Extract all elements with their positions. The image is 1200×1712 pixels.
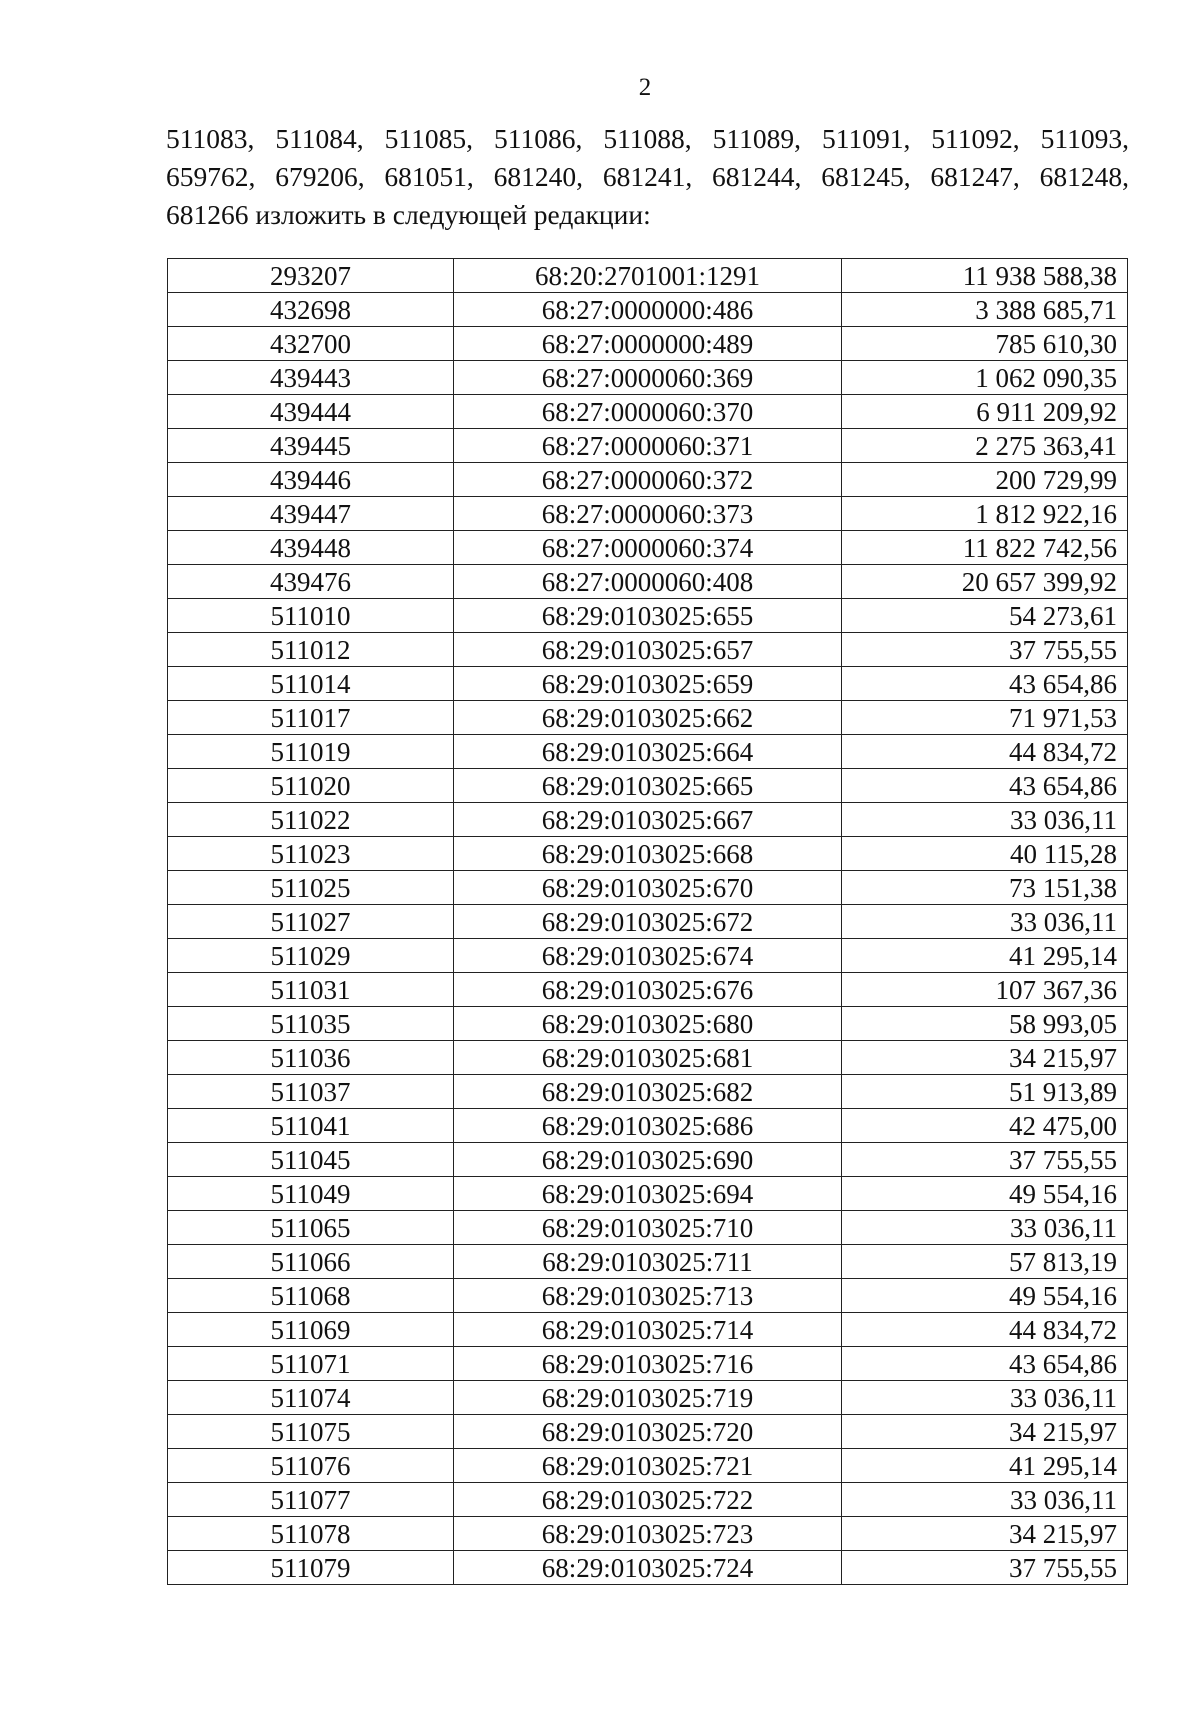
cadastral-value-cell: 11 938 588,38 (842, 259, 1128, 293)
object-number-cell: 511068 (168, 1279, 454, 1313)
table-row (168, 1041, 1128, 1075)
object-number-cell: 511049 (168, 1177, 454, 1211)
cadastral-value-cell: 57 813,19 (842, 1245, 1128, 1279)
intro-line: 659762, 679206, 681051, 681240, 681241, 681244, 681245, 681247, 681248, (166, 161, 1129, 192)
table-row (168, 1483, 1128, 1517)
table-row (168, 259, 1128, 293)
cadastral-value-cell: 43 654,86 (842, 667, 1128, 701)
cadastral-value-cell: 41 295,14 (842, 939, 1128, 973)
table-row (168, 1449, 1128, 1483)
cadastral-value-cell: 54 273,61 (842, 599, 1128, 633)
table-row (168, 565, 1128, 599)
cadastral-number-cell: 68:27:0000060:374 (454, 531, 842, 565)
object-number-cell: 511022 (168, 803, 454, 837)
cadastral-value-cell: 43 654,86 (842, 1347, 1128, 1381)
table-row (168, 395, 1128, 429)
table-row (168, 1381, 1128, 1415)
cadastral-value-cell: 785 610,30 (842, 327, 1128, 361)
object-number-cell: 511023 (168, 837, 454, 871)
object-number-cell: 511065 (168, 1211, 454, 1245)
cadastral-number-cell: 68:29:0103025:690 (454, 1143, 842, 1177)
cadastral-value-cell: 49 554,16 (842, 1177, 1128, 1211)
table-row (168, 1177, 1128, 1211)
table-row (168, 1007, 1128, 1041)
cadastral-number-cell: 68:29:0103025:665 (454, 769, 842, 803)
table-row (168, 633, 1128, 667)
object-number-cell: 511020 (168, 769, 454, 803)
table-row (168, 293, 1128, 327)
cadastral-number-cell: 68:29:0103025:682 (454, 1075, 842, 1109)
object-number-cell: 511075 (168, 1415, 454, 1449)
cadastral-number-cell: 68:29:0103025:657 (454, 633, 842, 667)
table-row (168, 1517, 1128, 1551)
cadastral-value-cell: 6 911 209,92 (842, 395, 1128, 429)
table-row (168, 1279, 1128, 1313)
object-number-cell: 511017 (168, 701, 454, 735)
object-number-cell: 511036 (168, 1041, 454, 1075)
object-number-cell: 439444 (168, 395, 454, 429)
cadastral-value-cell: 42 475,00 (842, 1109, 1128, 1143)
object-number-cell: 511019 (168, 735, 454, 769)
object-number-cell: 432700 (168, 327, 454, 361)
cadastral-number-cell: 68:27:0000060:370 (454, 395, 842, 429)
table-row (168, 803, 1128, 837)
cadastral-value-cell: 58 993,05 (842, 1007, 1128, 1041)
cadastral-value-cell: 44 834,72 (842, 735, 1128, 769)
table-row (168, 939, 1128, 973)
table-row (168, 769, 1128, 803)
cadastral-value-cell: 34 215,97 (842, 1517, 1128, 1551)
table-row (168, 429, 1128, 463)
table-row (168, 701, 1128, 735)
table-row (168, 1347, 1128, 1381)
object-number-cell: 511010 (168, 599, 454, 633)
cadastral-number-cell: 68:27:0000060:408 (454, 565, 842, 599)
table-row (168, 599, 1128, 633)
cadastral-value-cell: 3 388 685,71 (842, 293, 1128, 327)
cadastral-number-cell: 68:29:0103025:662 (454, 701, 842, 735)
object-number-cell: 511037 (168, 1075, 454, 1109)
object-number-cell: 511076 (168, 1449, 454, 1483)
cadastral-number-cell: 68:29:0103025:659 (454, 667, 842, 701)
cadastral-number-cell: 68:29:0103025:668 (454, 837, 842, 871)
cadastral-value-cell: 51 913,89 (842, 1075, 1128, 1109)
cadastral-number-cell: 68:29:0103025:694 (454, 1177, 842, 1211)
table-row (168, 973, 1128, 1007)
cadastral-number-cell: 68:29:0103025:724 (454, 1551, 842, 1585)
table-row (168, 735, 1128, 769)
table-row (168, 1245, 1128, 1279)
cadastral-value-cell: 107 367,36 (842, 973, 1128, 1007)
object-number-cell: 511066 (168, 1245, 454, 1279)
cadastral-value-cell: 34 215,97 (842, 1415, 1128, 1449)
object-number-cell: 511035 (168, 1007, 454, 1041)
cadastral-value-cell: 20 657 399,92 (842, 565, 1128, 599)
object-number-cell: 439445 (168, 429, 454, 463)
object-number-cell: 511069 (168, 1313, 454, 1347)
cadastral-number-cell: 68:27:0000060:373 (454, 497, 842, 531)
page-number: 2 (638, 74, 652, 101)
object-number-cell: 432698 (168, 293, 454, 327)
object-number-cell: 439443 (168, 361, 454, 395)
cadastral-number-cell: 68:29:0103025:674 (454, 939, 842, 973)
cadastral-value-cell: 49 554,16 (842, 1279, 1128, 1313)
object-number-cell: 511031 (168, 973, 454, 1007)
object-number-cell: 439447 (168, 497, 454, 531)
object-number-cell: 439446 (168, 463, 454, 497)
object-number-cell: 511014 (168, 667, 454, 701)
cadastral-number-cell: 68:29:0103025:722 (454, 1483, 842, 1517)
table-row (168, 837, 1128, 871)
object-number-cell: 511078 (168, 1517, 454, 1551)
cadastral-value-cell: 1 062 090,35 (842, 361, 1128, 395)
intro-line: 511083, 511084, 511085, 511086, 511088, 511089, 511091, 511092, 511093, (166, 123, 1129, 154)
table-row (168, 1075, 1128, 1109)
table-row (168, 327, 1128, 361)
table-row (168, 463, 1128, 497)
cadastral-value-cell: 43 654,86 (842, 769, 1128, 803)
object-number-cell: 439476 (168, 565, 454, 599)
cadastral-number-cell: 68:27:0000060:371 (454, 429, 842, 463)
cadastral-value-cell: 37 755,55 (842, 633, 1128, 667)
cadastral-number-cell: 68:29:0103025:676 (454, 973, 842, 1007)
table-row (168, 1313, 1128, 1347)
object-number-cell: 293207 (168, 259, 454, 293)
table-row (168, 1551, 1128, 1585)
table-row (168, 531, 1128, 565)
cadastral-number-cell: 68:27:0000060:372 (454, 463, 842, 497)
cadastral-value-cell: 11 822 742,56 (842, 531, 1128, 565)
cadastral-number-cell: 68:29:0103025:672 (454, 905, 842, 939)
cadastral-value-cell: 200 729,99 (842, 463, 1128, 497)
object-number-cell: 439448 (168, 531, 454, 565)
cadastral-number-cell: 68:29:0103025:720 (454, 1415, 842, 1449)
object-number-cell: 511012 (168, 633, 454, 667)
cadastral-number-cell: 68:29:0103025:716 (454, 1347, 842, 1381)
cadastral-number-cell: 68:20:2701001:1291 (454, 259, 842, 293)
cadastral-value-cell: 33 036,11 (842, 1211, 1128, 1245)
cadastral-value-cell: 1 812 922,16 (842, 497, 1128, 531)
cadastral-number-cell: 68:29:0103025:680 (454, 1007, 842, 1041)
cadastral-number-cell: 68:29:0103025:714 (454, 1313, 842, 1347)
table-row (168, 1109, 1128, 1143)
cadastral-value-cell: 37 755,55 (842, 1551, 1128, 1585)
object-number-cell: 511027 (168, 905, 454, 939)
object-number-cell: 511071 (168, 1347, 454, 1381)
table-row (168, 667, 1128, 701)
cadastral-value-cell: 71 971,53 (842, 701, 1128, 735)
cadastral-value-cell: 2 275 363,41 (842, 429, 1128, 463)
cadastral-number-cell: 68:27:0000060:369 (454, 361, 842, 395)
object-number-cell: 511029 (168, 939, 454, 973)
cadastral-value-cell: 37 755,55 (842, 1143, 1128, 1177)
cadastral-number-cell: 68:29:0103025:711 (454, 1245, 842, 1279)
cadastral-number-cell: 68:29:0103025:667 (454, 803, 842, 837)
cadastral-number-cell: 68:29:0103025:664 (454, 735, 842, 769)
cadastral-number-cell: 68:29:0103025:721 (454, 1449, 842, 1483)
cadastral-value-cell: 33 036,11 (842, 905, 1128, 939)
object-number-cell: 511045 (168, 1143, 454, 1177)
cadastral-value-cell: 34 215,97 (842, 1041, 1128, 1075)
cadastral-number-cell: 68:29:0103025:710 (454, 1211, 842, 1245)
cadastral-number-cell: 68:29:0103025:670 (454, 871, 842, 905)
object-number-cell: 511077 (168, 1483, 454, 1517)
cadastral-value-table (167, 258, 1128, 1585)
cadastral-number-cell: 68:27:0000000:489 (454, 327, 842, 361)
table-row (168, 1211, 1128, 1245)
cadastral-number-cell: 68:29:0103025:655 (454, 599, 842, 633)
table-body (168, 259, 1128, 1585)
cadastral-value-cell: 40 115,28 (842, 837, 1128, 871)
table-row (168, 361, 1128, 395)
cadastral-number-cell: 68:29:0103025:713 (454, 1279, 842, 1313)
object-number-cell: 511025 (168, 871, 454, 905)
object-number-cell: 511074 (168, 1381, 454, 1415)
cadastral-number-cell: 68:29:0103025:719 (454, 1381, 842, 1415)
table-row (168, 1143, 1128, 1177)
cadastral-number-cell: 68:29:0103025:681 (454, 1041, 842, 1075)
cadastral-value-cell: 44 834,72 (842, 1313, 1128, 1347)
intro-paragraph (166, 120, 1129, 234)
intro-line: 681266 изложить в следующей редакции: (166, 199, 651, 230)
cadastral-number-cell: 68:29:0103025:686 (454, 1109, 842, 1143)
table-row (168, 905, 1128, 939)
table-row (168, 871, 1128, 905)
cadastral-number-cell: 68:27:0000000:486 (454, 293, 842, 327)
cadastral-value-cell: 33 036,11 (842, 803, 1128, 837)
cadastral-value-cell: 33 036,11 (842, 1381, 1128, 1415)
cadastral-number-cell: 68:29:0103025:723 (454, 1517, 842, 1551)
object-number-cell: 511079 (168, 1551, 454, 1585)
cadastral-value-cell: 33 036,11 (842, 1483, 1128, 1517)
object-number-cell: 511041 (168, 1109, 454, 1143)
table-row (168, 497, 1128, 531)
table-row (168, 1415, 1128, 1449)
cadastral-value-cell: 41 295,14 (842, 1449, 1128, 1483)
cadastral-value-cell: 73 151,38 (842, 871, 1128, 905)
